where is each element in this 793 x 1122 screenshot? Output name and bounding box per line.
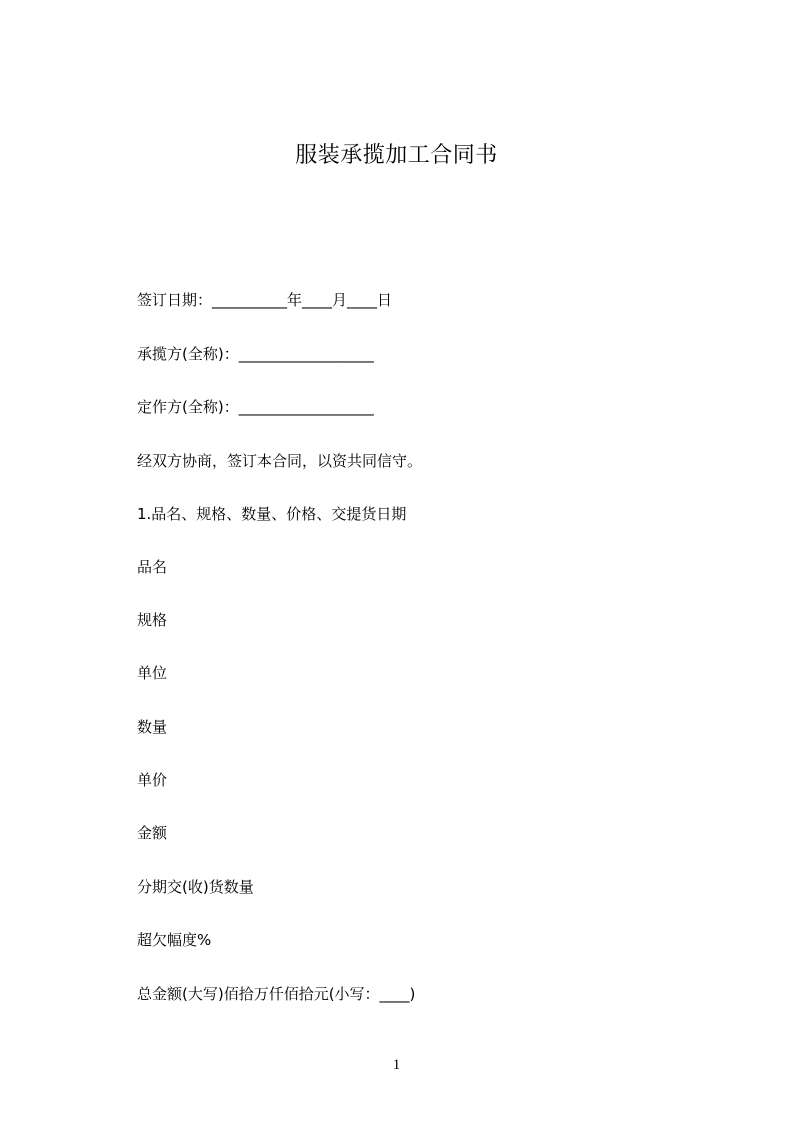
field-installment-quantity: 分期交(收)货数量 [137, 878, 254, 896]
field-unit: 单位 [137, 664, 168, 682]
field-total-amount: 总金额(大写)佰拾万仟佰拾元(小写：____) [137, 985, 416, 1003]
agreement-statement: 经双方协商，签订本合同，以资共同信守。 [137, 452, 423, 470]
field-specification: 规格 [137, 611, 168, 629]
page-number: 1 [392, 1057, 401, 1073]
section-1-heading: 1.品名、规格、数量、价格、交提货日期 [137, 505, 407, 523]
field-unit-price: 单价 [137, 771, 168, 789]
contractor-name-line: 承揽方(全称)：__________________ [137, 345, 374, 363]
field-amount: 金额 [137, 824, 168, 842]
field-tolerance: 超欠幅度% [137, 931, 212, 949]
signing-date-line: 签订日期：__________年____月____日 [137, 291, 393, 309]
document-title: 服装承揽加工合同书 [295, 143, 498, 168]
ordering-party-name-line: 定作方(全称)：__________________ [137, 398, 374, 416]
field-quantity: 数量 [137, 718, 168, 736]
field-product-name: 品名 [137, 558, 168, 576]
